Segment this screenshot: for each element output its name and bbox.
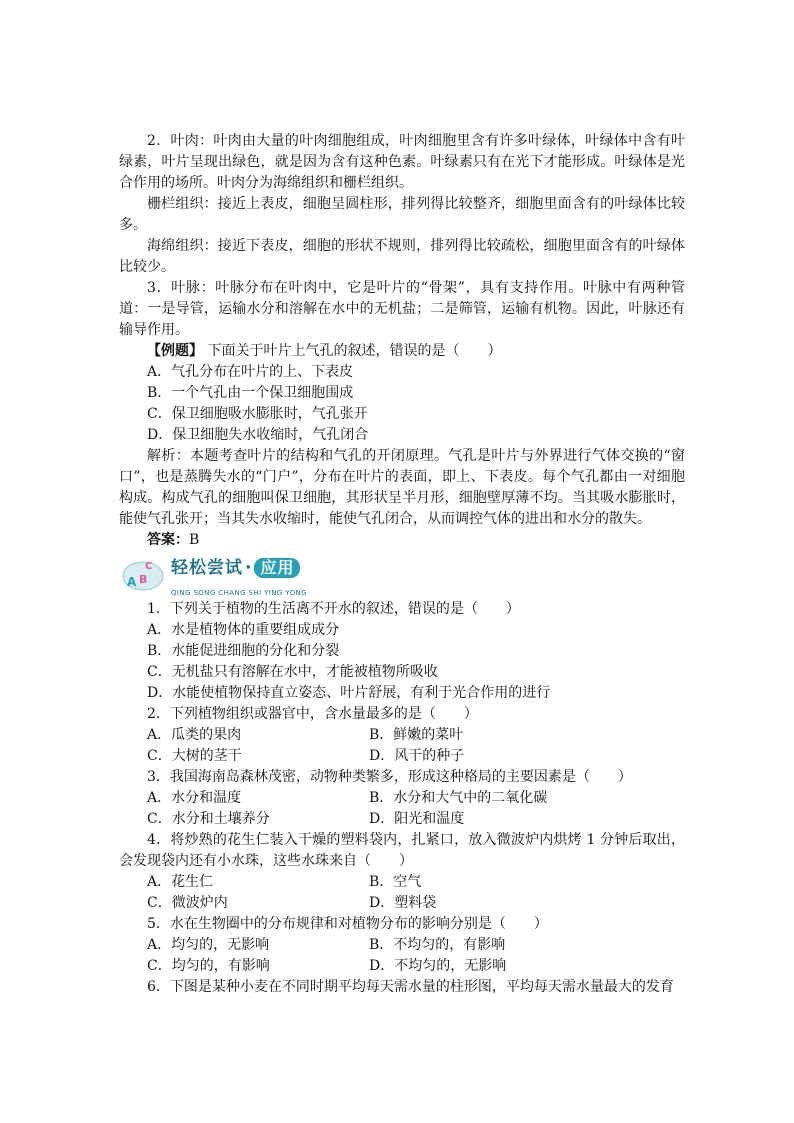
question-2-options-row-2 — [119, 746, 685, 767]
example-question — [119, 341, 685, 362]
banner-subtitle: QING SONG CHANG SHI YING YONG — [171, 589, 308, 597]
answer-label: 答案： — [147, 532, 189, 548]
banner-dot: · — [245, 558, 253, 578]
example-analysis — [119, 446, 685, 530]
question-5-option-d: D．不均匀的，无影响 — [369, 958, 507, 974]
document-body — [119, 131, 685, 998]
analysis-text: 本题考查叶片的结构和气孔的开闭原理。气孔是叶片与外界进行气体交换的“窗口”，也是蒸腾失水的“门户”，分布在叶片的表面，即上、下表皮。每个气孔都由一对细胞构成。构成气孔的细胞叫保卫细胞，其形状呈半月形，细胞壁厚薄不均。当其吸水膨胀时，能使气孔张开；当其失水收缩时，能使气孔闭合，从而调控气体的进出和水分的散失。 — [119, 448, 686, 527]
question-4-stem: 4．将炒熟的花生仁装入干燥的塑料袋内，扎紧口，放入微波炉内烘烤 1 分钟后取出，会发现袋内还有小水珠，这些水珠来自（ ） — [119, 832, 685, 869]
banner-title-text: 轻松尝试 — [171, 558, 243, 578]
answer-value: B — [189, 532, 200, 548]
question-1-stem: 1．下列关于植物的生活离不开水的叙述，错误的是（ ） — [147, 601, 520, 617]
example-option-b: B．一个气孔由一个保卫细胞围成 — [147, 385, 354, 401]
section-banner — [121, 553, 321, 597]
example-answer — [119, 530, 685, 551]
question-1-option-a: A．水是植物体的重要组成成分 — [147, 622, 340, 638]
question-5-options-row-2 — [119, 956, 685, 977]
question-3-option-b: B．水分和大气中的二氧化碳 — [369, 790, 548, 806]
example-option-d: D．保卫细胞失水收缩时，气孔闭合 — [147, 427, 369, 443]
paragraph-palisade-tissue: 栅栏组织：接近上表皮，细胞呈圆柱形，排列得比较整齐，细胞里面含有的叶绿体比较多。 — [119, 196, 685, 233]
question-4-options-row-1 — [119, 872, 685, 893]
question-1-option-d: D．水能使植物保持直立姿态、叶片舒展，有利于光合作用的进行 — [147, 685, 551, 701]
question-2-option-b: B．鲜嫩的菜叶 — [369, 727, 464, 743]
question-4-option-b: B．空气 — [369, 874, 422, 890]
question-5-option-b: B．不均匀的，有影响 — [369, 937, 506, 953]
banner-pill: 应用 — [254, 558, 300, 578]
question-6-stem: 6．下图是某种小麦在不同时期平均每天需水量的柱形图，平均每天需水量最大的发育 — [147, 979, 674, 995]
paragraph-leaf-mesophyll: 2．叶肉：叶肉由大量的叶肉细胞组成，叶肉细胞里含有许多叶绿体，叶绿体中含有叶绿素，叶片呈现出绿色，就是因为含有这种色素。叶绿素只有在光下才能形成。叶绿体是光合作用的场所。叶肉分为海绵组织和栅栏组织。 — [119, 133, 685, 191]
question-2-option-a: A．瓜类的果肉 — [147, 727, 242, 743]
question-3-options-row-2 — [119, 809, 685, 830]
question-2-options-row-1 — [119, 725, 685, 746]
question-3-option-d: D．阳光和温度 — [369, 811, 465, 827]
question-1-option-c: C．无机盐只有溶解在水中，才能被植物所吸收 — [147, 664, 438, 680]
question-4-options-row-2 — [119, 893, 685, 914]
question-5-option-c: C．均匀的，有影响 — [147, 958, 270, 974]
question-4-option-a: A．花生仁 — [147, 874, 214, 890]
example-tag: 【例题】 — [147, 343, 203, 359]
analysis-label: 解析： — [147, 448, 191, 464]
question-2-option-d: D．风干的种子 — [369, 748, 465, 764]
question-3-stem: 3．我国海南岛森林茂密，动物种类繁多，形成这种格局的主要因素是（ ） — [147, 769, 632, 785]
abc-badge-icon — [121, 556, 165, 592]
question-5-option-a: A．均匀的，无影响 — [147, 937, 270, 953]
question-4-option-c: C．微波炉内 — [147, 895, 228, 911]
example-option-a: A．气孔分布在叶片的上、下表皮 — [147, 364, 354, 380]
banner-title — [171, 558, 300, 579]
question-5-options-row-1 — [119, 935, 685, 956]
question-3-options-row-1 — [119, 788, 685, 809]
question-3-option-c: C．水分和土壤养分 — [147, 811, 270, 827]
badge-letter-a: A — [127, 575, 137, 589]
badge-letter-c: C — [145, 561, 153, 572]
example-question-text: 下面关于叶片上气孔的叙述，错误的是（ ） — [207, 343, 502, 359]
example-option-c: C．保卫细胞吸水膨胀时，气孔张开 — [147, 406, 368, 422]
question-4-option-d: D．塑料袋 — [369, 895, 437, 911]
question-2-stem: 2．下列植物组织或器官中，含水量最多的是（ ） — [147, 706, 478, 722]
question-5-stem: 5．水在生物圈中的分布规律和对植物分布的影响分别是（ ） — [147, 916, 548, 932]
badge-letter-b: B — [139, 573, 148, 586]
question-1-option-b: B．水能促进细胞的分化和分裂 — [147, 643, 340, 659]
question-2-option-c: C．大树的茎干 — [147, 748, 242, 764]
paragraph-spongy-tissue: 海绵组织：接近下表皮，细胞的形状不规则，排列得比较疏松，细胞里面含有的叶绿体比较少。 — [119, 238, 685, 275]
paragraph-leaf-vein: 3．叶脉：叶脉分布在叶肉中，它是叶片的“骨架”，具有支持作用。叶脉中有两种管道：一是导管，运输水分和溶解在水中的无机盐；二是筛管，运输有机物。因此，叶脉还有输导作用。 — [119, 280, 685, 338]
question-3-option-a: A．水分和温度 — [147, 790, 242, 806]
